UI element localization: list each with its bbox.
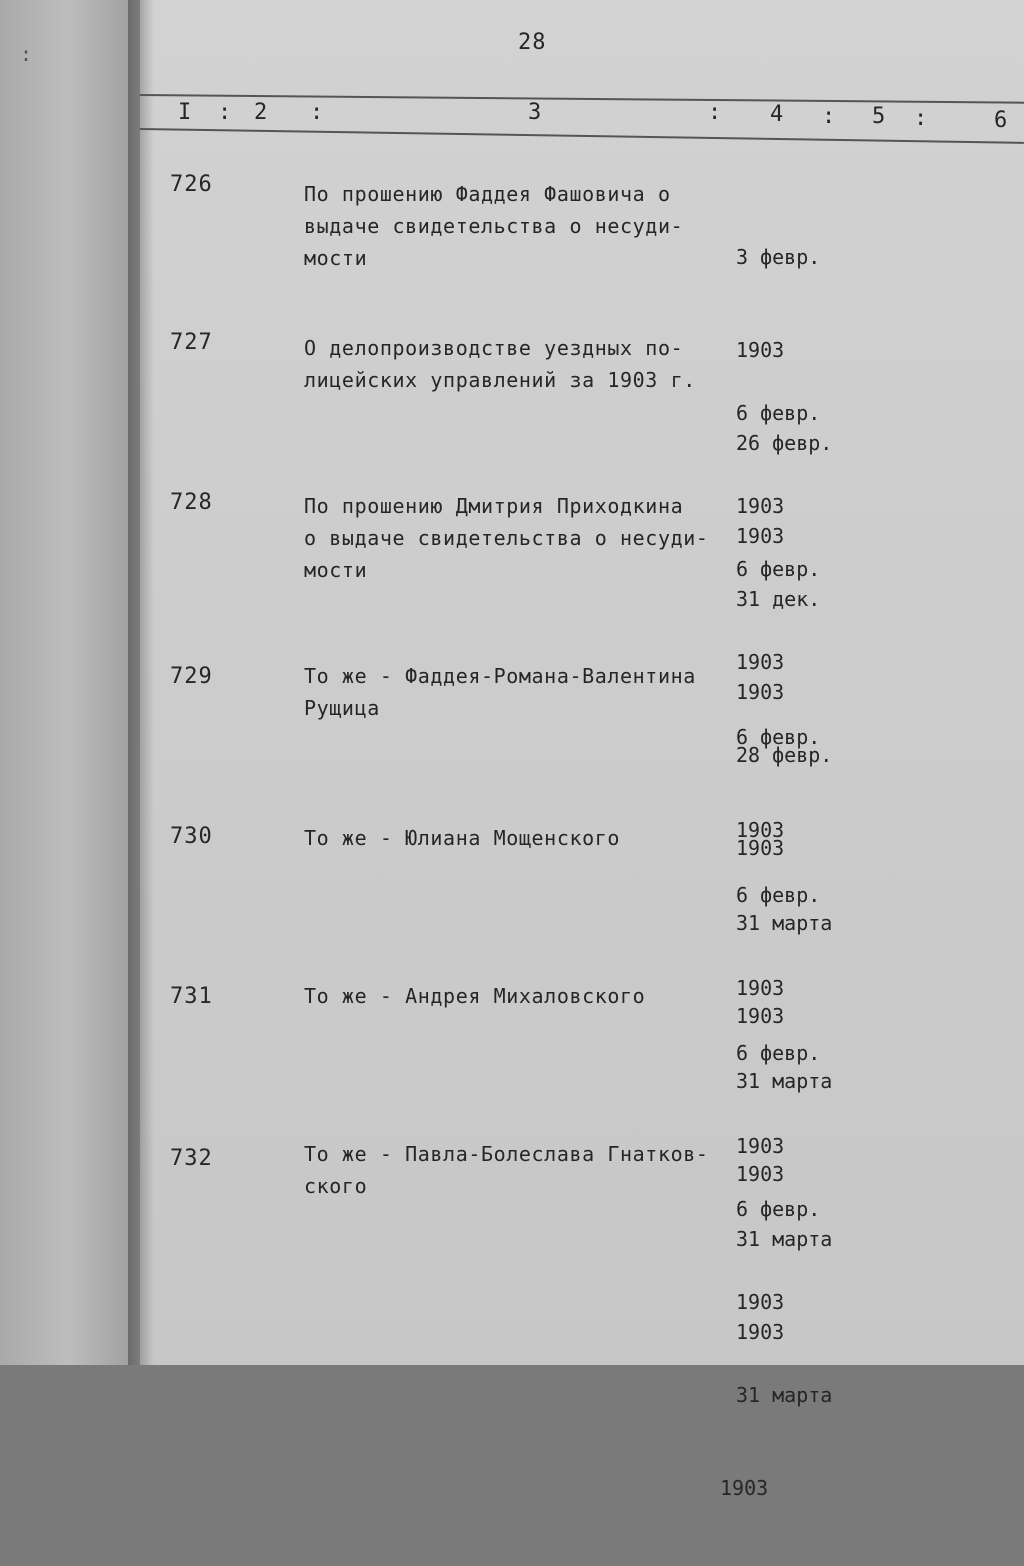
entry-number: 729 xyxy=(170,664,213,689)
entry-number: 732 xyxy=(170,1146,213,1171)
end-date: 26 февр. xyxy=(736,431,833,455)
column-header-3: 3 xyxy=(528,100,542,125)
column-header-1: I xyxy=(178,100,192,125)
end-year: 1903 xyxy=(736,524,785,548)
column-separator: : xyxy=(914,106,928,131)
margin-mark: : xyxy=(20,42,33,66)
entry-number: 726 xyxy=(170,172,213,197)
start-year: 1903 xyxy=(736,494,785,518)
entry-number: 731 xyxy=(170,984,213,1009)
start-year: 1903 xyxy=(736,1290,785,1314)
start-date: 6 февр. xyxy=(736,1041,821,1065)
entry-description: То же - Фаддея-Романа-Валентина Рущица xyxy=(304,664,696,720)
column-separator: : xyxy=(218,100,232,125)
end-year: 1903 xyxy=(736,836,785,860)
entry-number: 728 xyxy=(170,490,213,515)
end-year: 1903 xyxy=(736,1004,785,1028)
binding-gutter xyxy=(128,0,154,1365)
start-date: 6 февр. xyxy=(736,883,821,907)
end-date: 31 марта xyxy=(736,911,833,935)
entry-description: То же - Юлиана Мощенского xyxy=(304,826,621,850)
start-year: 1903 xyxy=(736,976,785,1000)
start-date: 6 февр. xyxy=(736,1197,821,1221)
end-date: 31 марта xyxy=(736,1069,833,1093)
end-year: 1903 xyxy=(736,680,785,704)
end-year: 1903 xyxy=(736,1320,785,1344)
end-date: 28 февр. xyxy=(736,743,833,767)
end-date: 31 марта xyxy=(736,1383,833,1407)
entry-description: По прошению Фаддея Фашовича о выдаче свидетельства о несуди- мости xyxy=(304,182,684,270)
entry-description: То же - Андрея Михаловского xyxy=(304,984,646,1008)
entry-description: По прошению Дмитрия Приходкина о выдаче свидетельства о несуди- мости xyxy=(304,494,709,582)
column-separator: : xyxy=(310,100,324,125)
entry-number: 727 xyxy=(170,330,213,355)
column-separator: : xyxy=(708,100,722,125)
column-header-4: 4 xyxy=(770,102,784,127)
start-year: 1903 xyxy=(736,338,785,362)
start-date: 3 февр. xyxy=(736,245,821,269)
end-year: 1903 xyxy=(736,1162,785,1186)
entry-description: О делопроизводстве уездных по- лицейских управлений за 1903 г. xyxy=(304,336,696,392)
entry-description: То же - Павла-Болеслава Гнатков- ского xyxy=(304,1142,709,1198)
start-date: 6 февр. xyxy=(736,557,821,581)
entry-dates xyxy=(720,1132,846,1566)
page-number: 28 xyxy=(518,30,547,55)
end-date: 31 марта xyxy=(736,1227,833,1251)
end-date: 31 дек. xyxy=(736,587,821,611)
entry-number: 730 xyxy=(170,824,213,849)
start-date: 6 февр. xyxy=(736,401,821,425)
column-header-5: 5 xyxy=(872,104,886,129)
start-year: 1903 xyxy=(736,1134,785,1158)
start-date: 6 февр. xyxy=(736,725,821,749)
end-year: 1903 xyxy=(720,1476,769,1500)
start-year: 1903 xyxy=(736,818,785,842)
column-header-6: 6 xyxy=(994,108,1008,133)
column-separator: : xyxy=(822,104,836,129)
start-year: 1903 xyxy=(736,650,785,674)
column-header-2: 2 xyxy=(254,100,268,125)
